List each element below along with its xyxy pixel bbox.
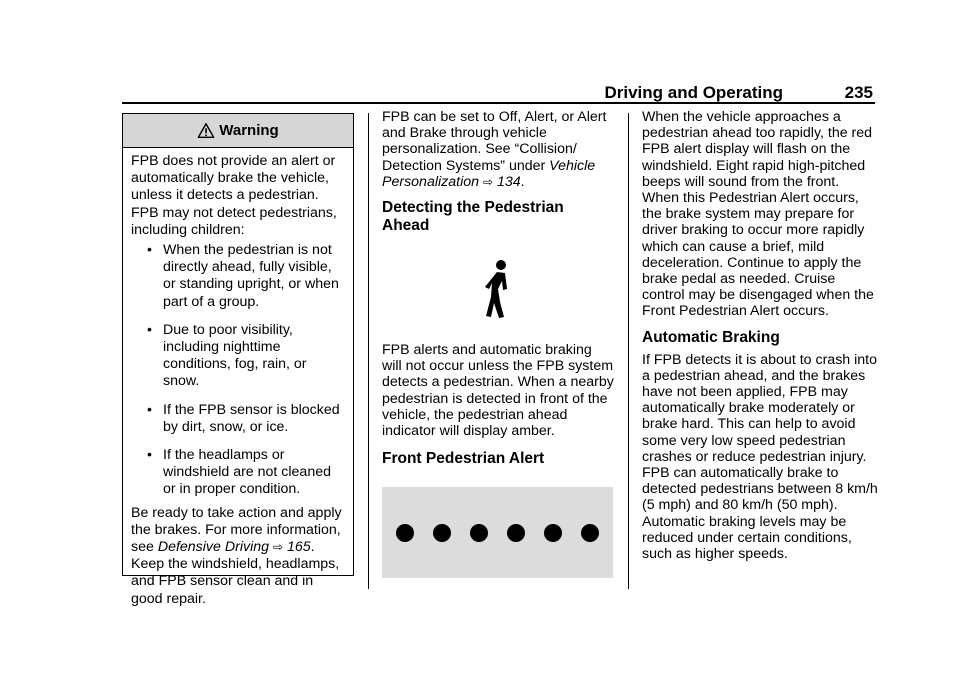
warning-triangle-icon: [197, 122, 215, 140]
pedestrian-figure: [382, 235, 614, 342]
pedestrian-alert-para: When the vehicle approaches a pedestrian ahead too rapidly, the red FPB alert display will flash on the windshield. Eight rapid high-pitched beeps will sound from the front. When this Pedestrian Alert occurs, the brake system may prepare for driver braking to occur more rapidly which can cause a brief, mild deceleration. Continue to apply the brake pedal as needed. Cruise control may be disengaged when the Front Pedestrian Alert occurs.: [642, 109, 874, 320]
alert-dots-icon: [396, 524, 599, 542]
column-divider: [368, 113, 369, 589]
automatic-braking-para: If FPB detects it is about to crash into a pedestrian ahead, and the brakes have not been applied, FPB may automatically brake moderately or brake hard. This can help to avoid some very low speed pedestrian crashes or reduce pedestrian injury. FPB can automatically brake to detected pedestrians between 8 km/h (5 mph) and 80 km/h (50 mph). Automatic braking levels may be reduced under certain conditions, such as higher speeds.: [642, 351, 878, 563]
vehicle-personalization-link[interactable]: Vehicle Personalization: [382, 157, 596, 190]
header-rule: [122, 102, 875, 104]
page-ref[interactable]: 134: [496, 173, 521, 190]
warning-list: [131, 242, 345, 499]
column-divider: [628, 113, 629, 589]
column-3: [642, 109, 880, 562]
detecting-para: FPB alerts and automatic braking will not occur unless the FPB system detects a pedestrian. When a nearby pedestrian is detected in front of the vehicle, the pedestrian ahead indicator will display amber.: [382, 342, 614, 440]
front-alert-heading: Front Pedestrian Alert: [382, 450, 545, 468]
page-ref-arrow-icon: ⇨: [482, 174, 494, 189]
list-item: • Due to poor visibility, including nighttime conditions, fog, rain, or snow.: [147, 321, 307, 390]
warning-closing: Be ready to take action and apply the brakes. For more information, see Defensive Driving ⇨ 165. Keep the windshield, headlamps, and FPB sensor clean and in good repair.: [131, 504, 342, 607]
section-title: Driving and Operating: [604, 83, 783, 102]
warning-box: [122, 113, 354, 607]
page-number: 235: [844, 83, 873, 102]
automatic-braking-heading: Automatic Braking: [642, 328, 780, 346]
pedestrian-icon: [481, 259, 515, 319]
list-item: • If the headlamps or windshield are not cleaned or in proper condition.: [147, 447, 331, 498]
warning-body: [123, 148, 353, 608]
page-header: [122, 83, 875, 103]
alert-display-figure: [382, 487, 613, 578]
page-ref[interactable]: 165: [286, 539, 311, 556]
list-item: • If the FPB sensor is blocked by dirt, snow, or ice.: [147, 401, 340, 435]
warning-intro: FPB does not provide an alert or automatically brake the vehicle, unless it detects a pedestrian. FPB may not detect pedestrians, including children:: [131, 153, 337, 238]
defensive-driving-link[interactable]: Defensive Driving: [157, 539, 270, 556]
detecting-heading: Detecting the Pedestrian Ahead: [382, 199, 564, 235]
warning-title: Warning: [219, 122, 279, 139]
list-item: • When the pedestrian is not directly ahead, fully visible, or standing upright, or when part of a group.: [147, 242, 339, 310]
warning-header: [123, 114, 353, 148]
page-ref-arrow-icon: ⇨: [272, 540, 284, 555]
fpb-settings-para: FPB can be set to Off, Alert, or Alert and Brake through vehicle personalization. See “Collision/ Detection Systems” under Vehicle Personalization ⇨ 134.: [382, 109, 607, 190]
column-2: [382, 109, 614, 578]
